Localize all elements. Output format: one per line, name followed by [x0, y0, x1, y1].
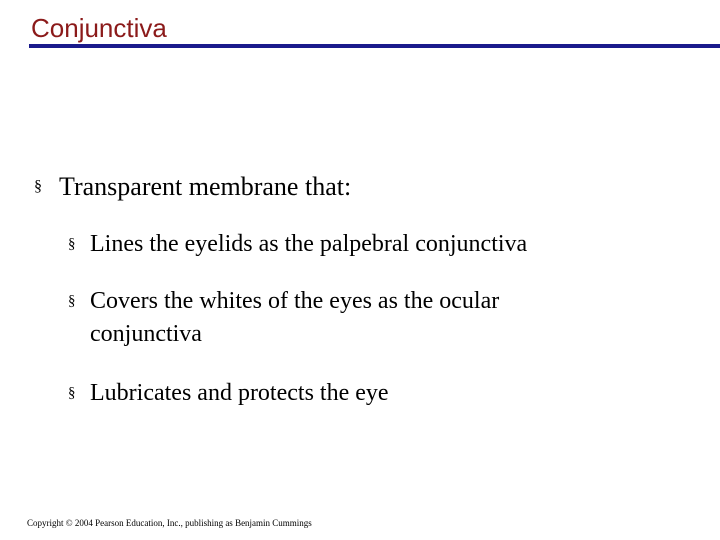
sub-bullet-text: Lubricates and protects the eye [90, 380, 389, 406]
bullet-marker: § [68, 236, 76, 252]
slide-title: Conjunctiva [31, 13, 167, 43]
sub-bullet-text: Lines the eyelids as the palpebral conjunctiva [90, 231, 528, 257]
sub-bullet-text: Covers the whites of the eyes as the ocular conjunctiva [90, 288, 500, 347]
bullet-marker: § [34, 178, 43, 195]
copyright-footer: Copyright © 2004 Pearson Education, Inc., publishing as Benjamin Cummings [27, 518, 312, 528]
bullet-marker: § [68, 385, 76, 401]
main-bullet-text: Transparent membrane that: [59, 172, 352, 201]
bullet-marker: § [68, 293, 76, 309]
title-underline [29, 44, 720, 48]
